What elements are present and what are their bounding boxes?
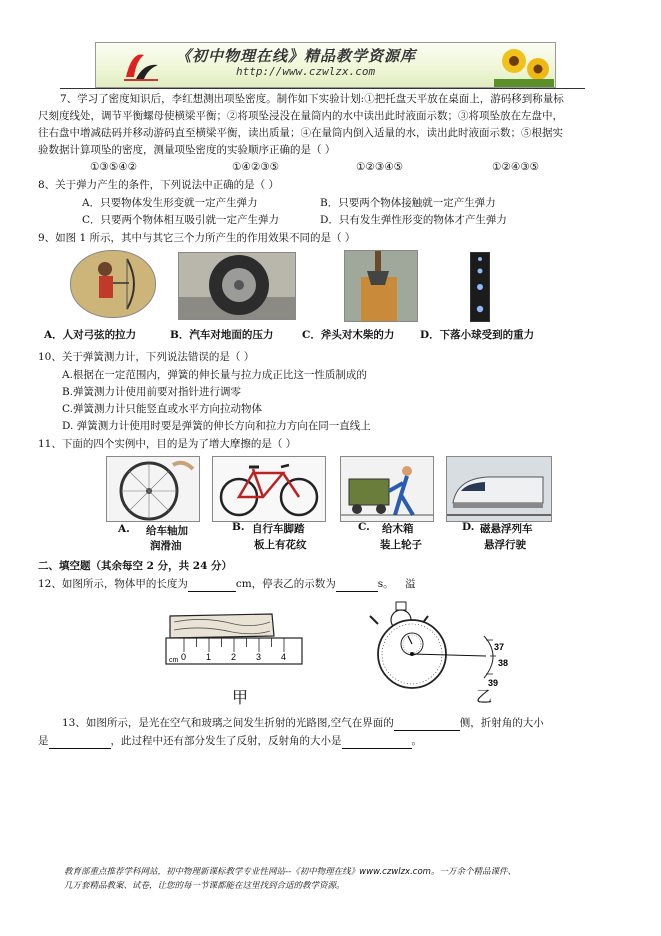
q9-stem: 9、如图 1 所示，其中与其它三个力所产生的作用效果不同的是（ ） bbox=[38, 232, 356, 244]
q10-option-a: A.根据在一定范围内，弹簧的伸长量与拉力成正比这一性质制成的 bbox=[62, 369, 367, 381]
q7-line1: 7、学习了密度知识后，李红想测出项坠密度。制作如下实验计划:①把托盘天平放在桌面上，游码移到称量标 bbox=[60, 93, 564, 105]
sunflower-image bbox=[494, 43, 554, 87]
q8-option-c: C．只要两个物体相互吸引就一定产生弹力 bbox=[82, 214, 280, 226]
ruler-tick-1: 1 bbox=[206, 652, 212, 662]
dial-num-38: 38 bbox=[498, 658, 509, 668]
q11-caption-b-letter: B. bbox=[232, 521, 245, 533]
q11-caption-a-line1: 给车轴加 bbox=[146, 525, 188, 537]
header-title: 《初中物理在线》精品教学资源库 bbox=[176, 47, 417, 65]
q9-caption-c: C．斧头对木柴的力 bbox=[302, 329, 395, 341]
q12-unit2: s。 bbox=[377, 578, 394, 590]
maglev-train-image bbox=[446, 456, 552, 522]
q13-part3: 是 bbox=[38, 735, 49, 747]
dial-num-39: 39 bbox=[488, 678, 499, 688]
q12-blank-length[interactable] bbox=[188, 580, 236, 592]
ruler-unit-label: cm bbox=[169, 657, 179, 664]
axe-wood-image bbox=[344, 250, 418, 322]
q12-blank-time[interactable] bbox=[336, 580, 378, 592]
q8-stem: 8、关于弹力产生的条件，下列说法中正确的是（ ） bbox=[38, 179, 280, 191]
label-jia: 甲 bbox=[232, 688, 249, 707]
q11-caption-c-letter: C. bbox=[358, 521, 370, 533]
q11-caption-a-line2: 润滑油 bbox=[150, 540, 182, 552]
q9-caption-d: D．下落小球受到的重力 bbox=[420, 329, 535, 341]
q13-line1 bbox=[62, 715, 544, 731]
section2-title: 二、填空题（其余每空 2 分，共 24 分） bbox=[38, 560, 233, 572]
ruler-tick-2: 2 bbox=[231, 652, 237, 662]
q12-mark: 溢 bbox=[404, 578, 416, 590]
q7-option-b: ①④②③⑤ bbox=[232, 161, 280, 173]
q7-option-a: ①③⑤④② bbox=[90, 161, 138, 173]
q11-caption-c-line2: 装上轮子 bbox=[380, 539, 422, 551]
q13-blank-refraction-angle[interactable] bbox=[49, 737, 111, 749]
q7-line2: 尺刻度线处，调节平衡螺母使横梁平衡；②将项坠浸没在量筒内的水中读出此时液面示数；③将项坠放在左盘中， bbox=[38, 110, 563, 122]
site-logo bbox=[122, 47, 162, 83]
q13-part1: 13、如图所示，是光在空气和玻璃之间发生折射的光路图,空气在界面的 bbox=[62, 717, 394, 729]
q9-caption-b: B．汽车对地面的压力 bbox=[170, 329, 274, 341]
ruler-tick-4: 4 bbox=[281, 652, 287, 662]
q7-option-c: ①②③④⑤ bbox=[356, 161, 404, 173]
q11-stem: 11、下面的四个实例中，目的是为了增大摩擦的是（ ） bbox=[38, 438, 297, 450]
q8-option-a: A．只要物体发生形变就一定产生弹力 bbox=[82, 197, 258, 209]
q7-line3: 往右盘中增减砝码并移动游码直至横梁平衡，读出质量；④在量筒内倒入适量的水，读出此时液面示数；⑤根据实 bbox=[38, 127, 563, 139]
q13-blank-side[interactable] bbox=[394, 719, 460, 731]
q11-caption-b-line2: 板上有花纹 bbox=[254, 539, 307, 551]
ruler-tick-0: 0 bbox=[181, 652, 187, 662]
q11-caption-b-line1: 自行车脚踏 bbox=[252, 523, 305, 535]
ruler-figure bbox=[160, 612, 310, 672]
q10-option-d: D. 弹簧测力计使用时要是弹簧的伸长方向和拉力方向在同一直线上 bbox=[62, 420, 371, 432]
dial-num-37: 37 bbox=[494, 642, 505, 652]
q8-option-d: D．只有发生弹性形变的物体才产生弹力 bbox=[320, 214, 507, 226]
box-cart-image bbox=[340, 456, 434, 522]
car-tire-image bbox=[178, 252, 296, 320]
q8-option-b: B．只要两个物体接触就一定产生弹力 bbox=[320, 197, 496, 209]
q12-part1: 12、如图所示，物体甲的长度为 bbox=[38, 578, 188, 590]
q13-line2 bbox=[38, 733, 422, 749]
q11-caption-d-line1: 磁悬浮列车 bbox=[480, 523, 533, 535]
q13-blank-reflection-angle[interactable] bbox=[342, 737, 412, 749]
archery-image bbox=[70, 250, 156, 318]
falling-ball-image bbox=[470, 252, 490, 322]
q10-option-b: B.弹簧测力计使用前要对指针进行调零 bbox=[62, 386, 242, 398]
q13-part4: ，此过程中还有部分发生了反射，反射角的大小是 bbox=[110, 735, 342, 747]
header-url: http://www.czwlzx.com bbox=[236, 65, 376, 78]
footer-line2: 几万套精品教案、试卷，让您的每一节课都能在这里找到合适的教学资源。 bbox=[64, 881, 345, 891]
q7-option-d: ①②④③⑤ bbox=[492, 161, 540, 173]
q10-option-c: C.弹簧测力计只能竖直或水平方向拉动物体 bbox=[62, 403, 262, 415]
label-yi: 乙 bbox=[476, 687, 493, 706]
header-banner bbox=[95, 42, 556, 88]
q12-line bbox=[38, 576, 415, 592]
q10-stem: 10、关于弹簧测力计，下列说法错误的是（ ） bbox=[38, 351, 255, 363]
q11-caption-a-letter: A. bbox=[118, 523, 130, 535]
q11-caption-d-line2: 悬浮行驶 bbox=[484, 539, 526, 551]
q7-line4: 验数据计算项坠的密度，测量项坠密度的实验顺序正确的是（ ） bbox=[38, 144, 336, 156]
q13-part5: 。 bbox=[411, 735, 422, 747]
q11-caption-c-line1: 给木箱 bbox=[382, 523, 414, 535]
header-rule bbox=[60, 88, 585, 89]
ruler-tick-3: 3 bbox=[256, 652, 262, 662]
q12-unit1: cm，停表乙的示数为 bbox=[235, 578, 336, 590]
q11-caption-d-letter: D. bbox=[462, 521, 475, 533]
bicycle-image bbox=[212, 456, 326, 522]
q13-part2: 侧，折射角的大小 bbox=[459, 717, 544, 729]
wheel-image bbox=[106, 456, 200, 522]
q9-caption-a: A．人对弓弦的拉力 bbox=[44, 329, 137, 341]
footer-line1: 教育部重点推荐学科网站，初中物理新课标教学专业性网站--《初中物理在线》www.czwlzx.com。一万余个精品课件、 bbox=[64, 867, 516, 877]
